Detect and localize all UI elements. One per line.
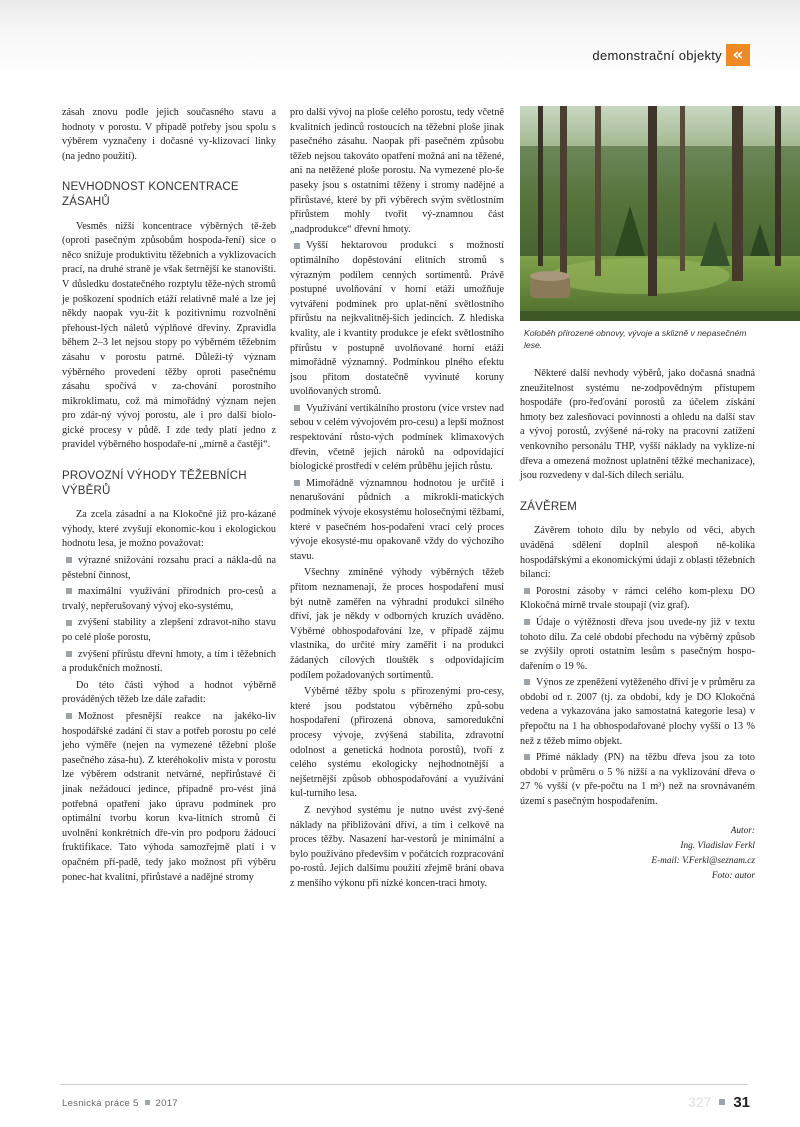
forest-photo: [520, 106, 800, 321]
chevron-left-icon: «: [726, 44, 750, 66]
paragraph: pro další vývoj na ploše celého porostu, tedy včetně kvalitních jedinců rostoucích na těžební ploše jinak pasečného zásahu. Naopak při pasečném způsobu těžeb nejsou takováto opatření možná ani na těžené, ani na netěžené ploše porostu. Na vymezené plo-še paseky jsou s ostatními těženy i stromy nadějné a přirůstavé, které by při výběrech svým světlostním přírůstem mohly tvořit vý-znamnou část „nadprodukce“ dřevní hmoty.: [290, 107, 504, 235]
section-title: demonstrační objekty: [592, 48, 722, 63]
journal-info: [62, 1098, 178, 1109]
bullet-item: maximální využívání přírodních pro-cesů a trvalý, nepřerušovaný vývoj eko-systému,: [62, 586, 276, 612]
bullet-square-icon: [66, 651, 72, 657]
bullet-item: Mimořádně významnou hodnotou je určitě i nenarušování půdních a mikrokli-matických podmínek vývoje ekosystému holosečnými těžbami, které v pasečném hos-podaření vrací celý proces vývoje ekosysté-mu opakovaně vždy do výchozího stavu.: [290, 477, 504, 562]
paragraph: Některé další nevhody výběrů, jako dočasná snadná zneužitelnost systému ne-zodpovědným přístupem hospodáře (pro-řeďování porostů za účelem získání hmoty bez zalesňovací povinnosti a ohledu na další stav a vývoj porostů, zvýšené ná-roky na pracovní zatížení venkovního personálu THP, vyšší náklady na vyklíze-ní dřeva a omezená možnost uplatnění těžké mechanizace), jsou rozvedeny v dal-ších dílech seriálu.: [520, 368, 755, 482]
paragraph: Všechny zmíněné výhody výběrných těžeb přitom neznamenají, že proces hospodaření musí být nutně zaměřen na výhradní produkci silného dříví, jak je někdy v odborných kruzích uváděno. Výběrné obhospodařování lze, v případě zájmu vlastníka, do určité míry zaměřit i na produkci žádaných cílových tlouštěk s odpovídajícím podílem požadovaných sortimentů.: [290, 567, 504, 681]
paragraph: Vesměs nižší koncentrace výběrných tě-žeb (oproti pasečným způsobům hospoda-ření) sice o něco snižuje produktivitu těžebních a vyklizovacích prací, na druhé straně je však šetrnější ke stanovišti. V důsledku dostatečného rozptylu těže-ných stromů je poškození spodních etáží relativně malé a lze jej někdy naopak vyu-žít k pozitivnímu rozvolnění přehoust-lých náletů výplňové dřeviny. Zpravidla během 2–3 let nejsou stopy po výběrném těžebním zásahu v porostu patrné. Důleži-tý význam výběrného provedení těžby oproti pasečnému zásahu spočívá v za-chování porostního mikroklimatu, což má mimořádný význam nejen pro zdár-ný vývoj porostu, ale i pro další biolo-gické procesy v půdě. I zde tedy platí jedno z pravidel výběrného hospodaře-ní „mírně a častěji“.: [62, 220, 276, 451]
paragraph: Závěrem tohoto dílu by nebylo od věci, abych uváděná sdělení doplnil alespoň ně-kolika hospodářskými a ekonomickými údaji z oblasti těžebních bilancí:: [520, 525, 755, 581]
bullet-square-icon: [294, 480, 300, 486]
bullet-square-icon: [524, 588, 530, 594]
column-1: [62, 106, 276, 887]
bullet-item: Porostní zásoby v rámci celého kom-plexu DO Klokočná mírně trvale stoupají (viz graf).: [520, 585, 755, 612]
faint-page-number: 327: [688, 1094, 712, 1110]
section-heading: ZÁVĚREM: [520, 500, 577, 513]
scan-shadow: [0, 0, 800, 80]
author-email: E-mail: V.Ferkl@seznam.cz: [651, 855, 755, 866]
section-heading: NEVHODNOST KONCENTRACE ZÁSAHŮ: [62, 181, 239, 208]
paragraph: Do této části výhod a hodnot výběrně prováděných těžeb lze dále zařadit:: [62, 679, 276, 706]
bullet-square-icon: [66, 713, 72, 719]
bullet-item: výrazné snižování rozsahu prací a nákla-dů na pěstební činnost,: [62, 555, 276, 581]
footer-divider: [60, 1084, 748, 1085]
bullet-item: Údaje o výtěžnosti dřeva jsou uvede-ny již v textu tohoto dílu. Za celé období přechodu na výběrný způsob se zvýšily oproti ostatním lesům s pasečným hospo-dařením o 19 %.: [520, 616, 755, 672]
paragraph: Výběrné těžby spolu s přirozenými pro-cesy, které jsou podstatou výběrného způ-sobu hospodaření (přirozená obnova, samoredukční procesy vývoje, zvýšená stabilita, zdravotní odolnost a genetická hodnota porostů), tvoří z celého systému ekologicky nejhodnotnější a nejšetrnější způsob obhospodařování a využívání kul-turního lesa.: [290, 686, 504, 800]
journal-year: 2017: [155, 1098, 178, 1109]
page-number-block: [688, 1094, 750, 1112]
author-label: Autor:: [730, 825, 755, 836]
bullet-item: Přímé náklady (PN) na těžbu dřeva jsou za toto období v průměru o 5 % nižší a na vyklizování dřeva o 27 % vyšší (v pře-počtu na 1 m³) než na srovnávaném území s pasečným hospodařením.: [520, 752, 755, 808]
bullet-item: Vyšší hektarovou produkcí s možností optimálního dopěstování elitních stromů s výrazným podílem cenných sortimentů. Právě postupné uvolňování v horní etáži umožňuje vytváření podmínek pro uplat-nění světlostního přírůstu na nejkvalitněj-ších jedincích. Z hlediska kvality, ale i kvantity produkce je efekt světlostního přírůstu v postupně uvolňované horní etáži mimořádně významný. Podmínkou plného efektu jsou přitom dostatečně vyvinuté koruny uvolňovaných stromů.: [290, 240, 504, 398]
column-3: [520, 106, 755, 884]
column-2: [290, 106, 504, 893]
bullet-item: Výnos ze zpeněžení vytěženého dříví je v průměru za období od r. 2007 (tj. za období, kdy je DO Klokočná vedena a vykazována jako samostatná kategorie lesa) v přepočtu na 1 ha obhospodařované plochy vyšší o 13 % než z těžeb mimo objekt.: [520, 677, 755, 747]
photo-caption: Koloběh přirozené obnovy, vývoje a sklizně v nepasečném lese.: [524, 328, 747, 350]
bullet-square-icon: [294, 405, 300, 411]
section-heading: PROVOZNÍ VÝHODY TĚŽEBNÍCH VÝBĚRŮ: [62, 470, 247, 497]
bullet-item: Možnost přesnější reakce na jakéko-liv hospodářské zadání či stav a potřeb porostu po celé jeho výměře (nejen na vymezené těžební ploše pasečného zása-hu). Z kteréhokoliv místa v porostu lze výběrem odstranit netvárné, nepřirůstavé či jinak nežádoucí jedince, případně pro-vést jiná potřebná opatření jako úpravu podmínek pro optimální tvorbu korun kva-litních stromů či uvolnění konkrétních dře-vin pro podporu žádoucí fruktifikace. Tato výhoda samozřejmě platí i v opačném pří-padě, tedy jako možnost při výběru ponec-hat kvalitní, přirůstavé a nadějné stromy: [62, 710, 276, 883]
bullet-square-icon: [524, 679, 530, 685]
bullet-square-icon: [524, 619, 530, 625]
bullet-item: zvýšení stability a zlepšení zdravot-ního stavu po celé ploše porostu,: [62, 617, 276, 643]
bullet-square-icon: [66, 557, 72, 563]
footer-square-icon: [145, 1100, 150, 1105]
page-square-icon: [719, 1099, 725, 1105]
bullet-square-icon: [66, 620, 72, 626]
bullet-square-icon: [66, 588, 72, 594]
paragraph: Z nevýhod systému je nutno uvést zvý-šené náklady na přibližování dříví, a tím i celkově na proces těžby. Nasazení har-vestorů je minimální a bylo používáno především v počátcích rozpracování po-rostů. Jejich dalšímu použití zřejmě brání obava z menšího výkonu při nízké koncen-traci hmoty.: [290, 804, 504, 889]
photo-credit: Foto: autor: [711, 870, 755, 881]
author-name: Ing. Vladislav Ferkl: [680, 840, 755, 851]
journal-name: Lesnická práce 5: [62, 1098, 139, 1109]
page-number: 31: [733, 1094, 750, 1111]
bullet-item: zvýšení přírůstu dřevní hmoty, a tím i těžebních a produkčních možností.: [62, 648, 276, 675]
paragraph: Za zcela zásadní a na Klokočné již pro-kázané výhody, které zvyšují ekonomic-kou i ekologickou hodnotu lesa, je možno považovat:: [62, 509, 276, 550]
bullet-square-icon: [524, 754, 530, 760]
bullet-item: Využívání vertikálního prostoru (více vrstev nad sebou v celém vývojovém pro-cesu) a lepší možnost respektování růsto-vých podmínek klimaxových dřevin, včetně jejich nároků na odpovídající biologické prostředí v celém průběhu jejich růstu.: [290, 402, 504, 473]
paragraph: zásah znovu podle jejich současného stavu a hodnoty v porostu. V případě potřeby jsou spolu s výběrem vyznačeny i dočasné vy-klizovací linky (na jedno použití).: [62, 107, 276, 162]
bullet-square-icon: [294, 243, 300, 249]
